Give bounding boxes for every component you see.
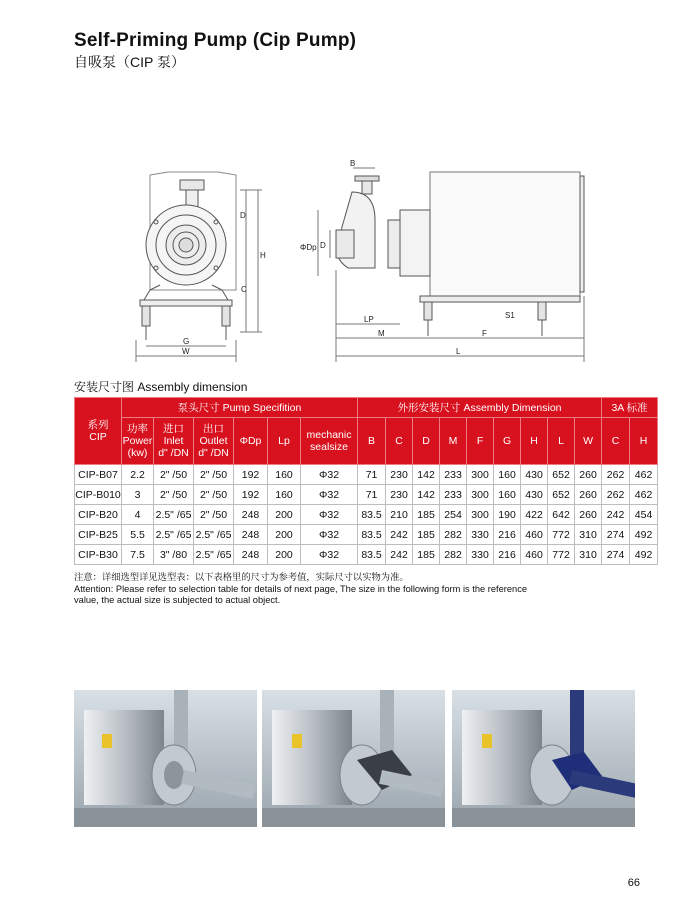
table-cell: 230 — [386, 485, 413, 505]
column-header: D — [413, 418, 440, 465]
table-cell: 192 — [234, 465, 268, 485]
table-cell: 160 — [268, 485, 301, 505]
dim-label-c-front: C — [241, 285, 247, 294]
table-cell: Φ32 — [301, 485, 358, 505]
table-cell: Φ32 — [301, 525, 358, 545]
table-cell: 233 — [440, 465, 467, 485]
table-cell: 216 — [494, 545, 521, 565]
product-photo-2 — [262, 690, 445, 827]
dim-label-f: F — [482, 329, 487, 338]
table-cell: 190 — [494, 505, 521, 525]
column-header: W — [575, 418, 602, 465]
header-pump-spec: 泵头尺寸 Pump Specifition — [122, 398, 358, 418]
table-cell: 2" /50 — [194, 505, 234, 525]
table-cell: Φ32 — [301, 505, 358, 525]
table-cell: 462 — [630, 465, 658, 485]
table-cell: 772 — [548, 525, 575, 545]
table-cell: 300 — [467, 465, 494, 485]
column-header: L — [548, 418, 575, 465]
table-cell: 248 — [234, 525, 268, 545]
model-cell: CIP-B07 — [75, 465, 122, 485]
table-cell: 7.5 — [122, 545, 154, 565]
table-cell: 2" /50 — [194, 465, 234, 485]
product-photo-3 — [452, 690, 635, 827]
table-cell: 2" /50 — [154, 485, 194, 505]
table-cell: 142 — [413, 465, 440, 485]
page-title: Self-Priming Pump (Cip Pump) — [74, 30, 357, 51]
table-cell: 248 — [234, 505, 268, 525]
column-header: G — [494, 418, 521, 465]
dimension-table-wrap — [74, 397, 653, 565]
notes — [74, 572, 640, 607]
table-cell: 260 — [575, 465, 602, 485]
column-header: H — [630, 418, 658, 465]
table-cell: 462 — [630, 485, 658, 505]
column-header: 进口 Inlet d" /DN — [154, 418, 194, 465]
table-cell: 185 — [413, 505, 440, 525]
column-header: mechanic sealsize — [301, 418, 358, 465]
model-cell: CIP-B010 — [75, 485, 122, 505]
table-row — [75, 525, 658, 545]
table-cell: 233 — [440, 485, 467, 505]
header-standard: 3A 标准 — [602, 398, 658, 418]
table-cell: 492 — [630, 545, 658, 565]
side-view — [318, 168, 584, 362]
table-cell: 2" /50 — [154, 465, 194, 485]
table-cell: 330 — [467, 525, 494, 545]
table-cell: 310 — [575, 545, 602, 565]
dim-label-b: B — [350, 159, 356, 168]
dim-label-w: W — [182, 347, 190, 356]
table-cell: 422 — [521, 505, 548, 525]
table-cell: Φ32 — [301, 465, 358, 485]
table-cell: 83.5 — [358, 505, 386, 525]
table-cell: 642 — [548, 505, 575, 525]
table-cell: 652 — [548, 485, 575, 505]
table-cell: 430 — [521, 465, 548, 485]
table-cell: 300 — [467, 485, 494, 505]
dim-label-s1: S1 — [505, 311, 515, 320]
table-cell: 210 — [386, 505, 413, 525]
table-cell: 274 — [602, 525, 630, 545]
model-cell: CIP-B20 — [75, 505, 122, 525]
note-en-1: Attention: Please refer to selection table for details of next page, The size in the following form is the reference — [74, 583, 528, 594]
header-assembly: 外形安装尺寸 Assembly Dimension — [358, 398, 602, 418]
table-cell: 2.5" /65 — [194, 545, 234, 565]
front-view — [136, 172, 262, 362]
dimension-table — [74, 397, 658, 565]
table-cell: 2" /50 — [194, 485, 234, 505]
table-cell: 262 — [602, 465, 630, 485]
table-cell: 242 — [602, 505, 630, 525]
table-cell: 2.5" /65 — [194, 525, 234, 545]
column-header: F — [467, 418, 494, 465]
table-cell: 83.5 — [358, 545, 386, 565]
table-cell: 200 — [268, 545, 301, 565]
model-cell: CIP-B25 — [75, 525, 122, 545]
table-cell: 5.5 — [122, 525, 154, 545]
table-cell: 300 — [467, 505, 494, 525]
table-cell: 185 — [413, 545, 440, 565]
table-cell: 454 — [630, 505, 658, 525]
table-cell: 260 — [575, 505, 602, 525]
table-row — [75, 545, 658, 565]
table-cell: 3 — [122, 485, 154, 505]
table-cell: 2.2 — [122, 465, 154, 485]
table-cell: 160 — [268, 465, 301, 485]
dim-label-lp: LP — [364, 315, 374, 324]
table-cell: 230 — [386, 465, 413, 485]
table-cell: 460 — [521, 525, 548, 545]
table-cell: 248 — [234, 545, 268, 565]
dim-label-h-front: H — [260, 251, 266, 260]
table-cell: 254 — [440, 505, 467, 525]
table-cell: 274 — [602, 545, 630, 565]
column-header: C — [386, 418, 413, 465]
table-cell: 282 — [440, 545, 467, 565]
product-photo-1 — [74, 690, 257, 827]
column-header: M — [440, 418, 467, 465]
table-cell: 772 — [548, 545, 575, 565]
dim-label-d-side: D — [320, 241, 326, 250]
table-cell: 142 — [413, 485, 440, 505]
header-series: 系列 CIP — [75, 398, 122, 465]
table-cell: 2.5" /65 — [154, 505, 194, 525]
table-cell: 71 — [358, 485, 386, 505]
table-cell: 242 — [386, 525, 413, 545]
dim-label-g: G — [183, 337, 190, 346]
dim-label-dp: ΦDp — [300, 243, 317, 252]
table-cell: 192 — [234, 485, 268, 505]
column-header: B — [358, 418, 386, 465]
column-header: 功率 Power (kw) — [122, 418, 154, 465]
table-row — [75, 465, 658, 485]
dim-label-m: M — [378, 329, 385, 338]
column-header: ΦDp — [234, 418, 268, 465]
table-cell: 200 — [268, 505, 301, 525]
table-row — [75, 485, 658, 505]
column-header: 出口 Outlet d" /DN — [194, 418, 234, 465]
note-cn: 注意：详细选型详见选型表：以下表格里的尺寸为参考值，实际尺寸以实物为准。 — [74, 572, 409, 582]
table-cell: 185 — [413, 525, 440, 545]
dim-label-l: L — [456, 347, 461, 356]
table-cell: 242 — [386, 545, 413, 565]
section-title: 安装尺寸图 Assembly dimension — [74, 380, 248, 394]
table-cell: 4 — [122, 505, 154, 525]
table-row — [75, 505, 658, 525]
table-cell: 216 — [494, 525, 521, 545]
table-cell: 460 — [521, 545, 548, 565]
table-cell: 160 — [494, 465, 521, 485]
table-cell: 200 — [268, 525, 301, 545]
table-cell: 83.5 — [358, 525, 386, 545]
table-cell: 330 — [467, 545, 494, 565]
column-header: C — [602, 418, 630, 465]
note-en-2: value, the actual size is subjected to actual object. — [74, 595, 281, 605]
column-header: H — [521, 418, 548, 465]
table-cell: 260 — [575, 485, 602, 505]
table-cell: 430 — [521, 485, 548, 505]
table-cell: 282 — [440, 525, 467, 545]
table-cell: 262 — [602, 485, 630, 505]
table-cell: 160 — [494, 485, 521, 505]
table-cell: 3" /80 — [154, 545, 194, 565]
model-cell: CIP-B30 — [75, 545, 122, 565]
table-cell: 310 — [575, 525, 602, 545]
assembly-drawing — [0, 150, 700, 370]
table-cell: 652 — [548, 465, 575, 485]
table-cell: 71 — [358, 465, 386, 485]
table-cell: 492 — [630, 525, 658, 545]
table-cell: 2.5" /65 — [154, 525, 194, 545]
table-cell: Φ32 — [301, 545, 358, 565]
page-number: 66 — [627, 877, 640, 889]
dim-label-d-front: D — [240, 211, 246, 220]
page-subtitle: 自吸泵（CIP 泵） — [74, 54, 185, 70]
column-header: Lp — [268, 418, 301, 465]
